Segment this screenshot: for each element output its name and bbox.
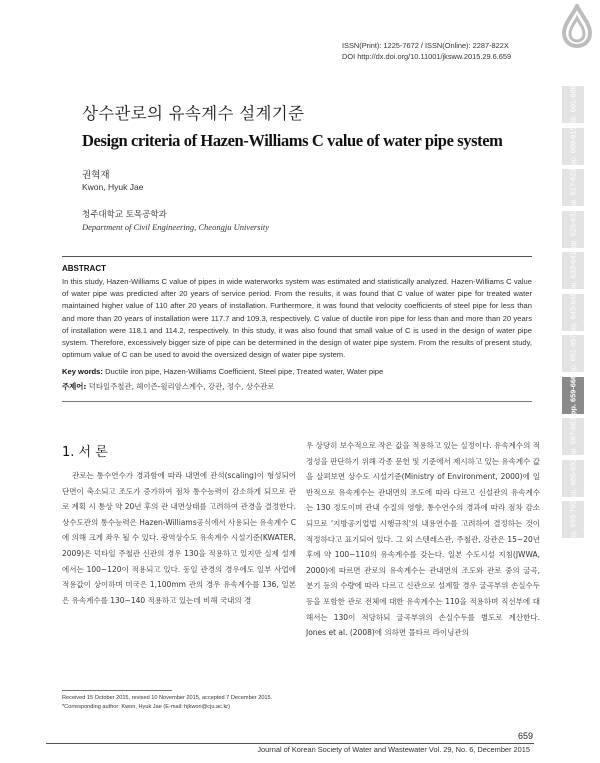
- page-range-tab[interactable]: [562, 128, 584, 165]
- footnote-received: Received 15 October 2015, revised 10 November 2015, accepted 7 December 2015.: [62, 695, 273, 701]
- abstract-section: [62, 256, 532, 402]
- page-range-tab-label: pp. 685-692: [568, 458, 578, 498]
- page-range-tab[interactable]: [562, 335, 584, 372]
- left-column-body: 관로는 통수연수가 경과함에 따라 내면에 관석(scaling)이 형성되어 단면이 축소되고 조도가 증가하여 점차 통수능력이 감소하게 되므로 관로 계획 시 통상 약 20년 후의 관 내면상태를 고려하여 관경을 결정한다. 상수도관의 통수능력은 Hazen-Williams공식에서 사용되는 유속계수 C에 의해 크게 좌우 될 수 있다. 광역상수도 유속계수 시설기준(KWATER, 2009)은 덕타일 주철관 신관의 경우 130을 적용하고 있지만 실제 설계에서는 100~120이 적용되고 있다. 동일 관경의 경우에도 일부 사업에 적용값이 상이하며 미국은 1,100mm 관의 경우 유속계수를 136, 일본은 유속계수를 130~140 적용하고 있는데 비해 국내의 경: [62, 471, 296, 605]
- page-range-tab-label: pp. 633-641: [568, 250, 578, 291]
- footnote-rule: [62, 690, 172, 691]
- page-range-tab-label: pp. 643-649: [568, 292, 578, 332]
- footnote: [62, 694, 302, 712]
- page-range-tab-label: pp. 617-623: [568, 167, 578, 208]
- page-range-tab-label: pp. 625-632: [568, 209, 578, 249]
- keywords-korean-label: 주제어:: [62, 382, 87, 392]
- page-range-tab-label: pp. 693-702: [568, 499, 578, 540]
- keywords-label: Key words:: [62, 367, 103, 377]
- issn-doi-block: [342, 40, 557, 62]
- abstract-text: In this study, Hazen-Williams C value of pipes in wide waterworks system was estimated and statistically analyzed. Hazen-Williams C value of water pipe was predicted after 20 years of service period. From the results, it was found that C value of water pipe for treated water maintained higher value of 110 after 20 years of installation. Furthermore, it was found that velocity coefficients of steel pipe for less than and more than 20 years of installation were 117.7 and 109.3, respectively. C value of ductile iron pipe for less than and more than 20 years of installation were 118.1 and 114.2, respectively. In this study, it was also found that small value of C is used in the design of water pipe system. Therefore, excessively bigger size of pipe can be determined in the design of water pipe system. From the results of present study, optimum value of C can be used to avoid the oversized design of water pipe system.: [62, 277, 532, 360]
- keywords-korean-value: 덕타일주철관, 헤이즌-윌리암스계수, 강관, 정수, 상수관로: [88, 382, 275, 392]
- keywords-korean-line: [62, 381, 532, 393]
- abstract-heading: ABSTRACT: [62, 264, 106, 273]
- footnote-corresponding: *Corresponding author: Kwon, Hyuk Jae (E-mail: hjkwon@cju.ac.kr): [62, 704, 230, 710]
- page-range-tab-label: pp. 667-683: [568, 416, 578, 457]
- page-range-tab[interactable]: [562, 169, 584, 206]
- page-range-tab[interactable]: [562, 418, 584, 455]
- affiliation-english: Department of Civil Engineering, Cheongju University: [82, 222, 269, 232]
- page-range-tab[interactable]: [562, 374, 584, 416]
- footer-rule: [46, 743, 534, 744]
- page-range-tab[interactable]: [562, 460, 584, 497]
- keywords-value: Ductile iron pipe, Hazen-Williams Coefficient, Steel pipe, Treated water, Water pipe: [105, 367, 384, 377]
- title-korean: 상수관로의 유속계수 설계기준: [82, 104, 305, 123]
- water-drop-logo-icon: [560, 4, 594, 48]
- author-korean: 권혁재: [82, 170, 110, 181]
- issn-line: ISSN(Print): 1225-7672 / ISSN(Online): 2287-822X: [342, 41, 509, 50]
- title-english: Design criteria of Hazen-Williams C value of water pipe system: [82, 131, 503, 150]
- left-column: [62, 438, 296, 608]
- page-range-tabs: [562, 86, 584, 543]
- author-english: Kwon, Hyuk Jae: [82, 182, 144, 192]
- page-range-tab[interactable]: [562, 501, 584, 538]
- doi-line: DOI http://dx.doi.org/10.11001/jksww.2015.29.6.659: [342, 52, 512, 61]
- title-block: [82, 100, 552, 151]
- keywords-line: [62, 366, 532, 378]
- page-number: 659: [518, 731, 534, 741]
- footer-journal-info: Journal of Korean Society of Water and Wastewater Vol. 29, No. 6, December 2015: [257, 745, 530, 754]
- abstract-bottom-rule: [62, 401, 532, 402]
- affiliation-korean: 청주대학교 토목공학과: [82, 210, 167, 220]
- page-range-tab-label: pp. 601-608: [568, 84, 578, 125]
- page-range-tab[interactable]: [562, 252, 584, 289]
- page-range-tab[interactable]: [562, 211, 584, 248]
- right-column: [306, 438, 540, 641]
- page-range-tab[interactable]: [562, 294, 584, 331]
- page-range-tab[interactable]: [562, 86, 584, 123]
- page-range-tab-label: pp. 609-615: [568, 126, 578, 166]
- right-column-body: 우 상당히 보수적으로 작은 값을 적용하고 있는 실정이다. 유속계수의 적정성을 판단하기 위해 각종 문헌 및 기준에서 제시하고 있는 유속계수 값을 살펴보면 상수도 시설기준(Ministry of Environment, 2000)에 일반적으로 유속계수는 관내면의 조도에 따라 다르고 신설관의 유속계수는 130 정도이며 관내 수질의 영향, 통수연수의 경과에 따라 점차 감소되므로 '지방공기업법 시행규칙'의 내용연수를 고려하여 결정하는 것이 적정하다고 표기되어 있다. 그 외 스텐레스관, 주철관, 강관은 15~20년 후에 약 100~110의 유속계수를 갖는다. 일본 수도시설 지침(JWWA, 2000)에 따르면 관로의 유속계수는 관내면의 조도와 관로 중의 굴곡, 분기 등의 수량에 따라 다르고 신관으로 설계할 경우 굴곡부위 손실수두 등을 포함한 관로 전체에 대한 유속계수는 110을 적용하며 직선부에 대해서는 130이 적당하되 굴곡부위의 손실수두를 별도로 계산한다. Jones et al. (2008)에 의하면 몰타르 라이닝관의: [306, 441, 540, 638]
- page-range-tab-label: pp. 659-666: [568, 374, 578, 416]
- section-heading-introduction: 1. 서 론: [62, 445, 108, 460]
- page-range-tab-label: pp. 651-657: [568, 333, 578, 374]
